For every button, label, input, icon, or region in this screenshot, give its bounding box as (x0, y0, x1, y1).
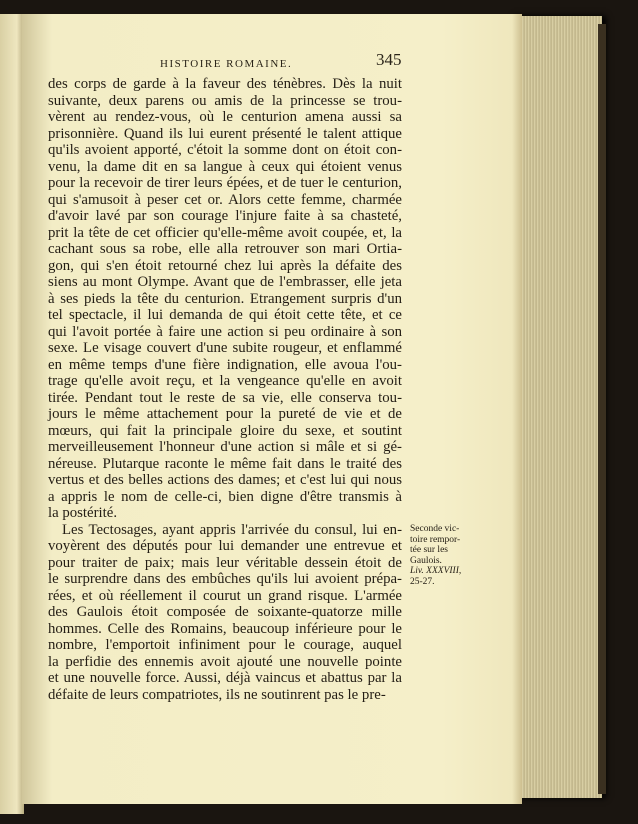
text-line: venu, la dame dit en sa langue à ceux qui étoient venus (48, 158, 402, 175)
text-line: tirée. Pendant tout le reste de sa vie, elle conserva tou- (48, 389, 402, 406)
text-line: défaite de leurs compatriotes, ils ne soutinrent pas le pre- (48, 686, 386, 703)
text-line: gon, qui s'en étoit retourné chez lui après la défaite des (48, 257, 402, 274)
text-line: d'avoir lavé par son courage l'injure faite à sa chasteté, (48, 208, 402, 224)
text-line: voyèrent des députés pour lui demander une entrevue et (48, 538, 402, 554)
text-line: à ses pieds la tête du centurion. Etrangement surpris d'un (48, 290, 402, 307)
text-line: pour traiter de paix; mais leur véritable dessein étoit de (48, 554, 402, 571)
text-line: trage qu'elle avoit reçu, et la vengeance qu'elle en avoit (48, 373, 402, 389)
text-line: cachant sous sa robe, elle alla retrouver son mari Ortia- (48, 241, 402, 257)
marginal-note-line: 25-27. (410, 576, 435, 587)
text-line: suivante, deux parens ou amis de la princesse se trou- (48, 92, 402, 109)
text-line: le surprendre dans des embûches qu'ils lui avoient prépa- (48, 571, 402, 587)
text-line: a appris le nom de celle-ci, bien digne d'être transmis à (48, 488, 402, 505)
text-line: pour la recevoir de tirer leurs épées, et de tuer le centurion, (48, 175, 402, 191)
facing-page-edge (0, 14, 24, 814)
text-line: en même temps d'une fière indignation, elle avoua l'ou- (48, 356, 402, 373)
marginal-note-line: Liv. XXXVIII, (410, 566, 462, 576)
text-line: jours le même attachement pour la pureté de vie et de (48, 406, 402, 422)
text-line: qui l'avoit portée à faire une action si peu ordinaire à son (48, 323, 402, 340)
text-line: hommes. Celle des Romains, beaucoup inférieure pour le (48, 620, 402, 637)
text-line: néreuse. Plutarque raconte le même fait dans le traité des (48, 455, 402, 472)
text-line: Les Tectosages, ayant appris l'arrivée du consul, lui en- (62, 521, 402, 538)
text-line: prisonnière. Quand ils lui eurent présenté le talent attique (48, 125, 402, 142)
text-line: la postérité. (48, 505, 118, 521)
text-line: qu'ils avoient apporté, c'étoit la somme dont on étoit con- (48, 142, 402, 158)
book-cover-edge (598, 24, 606, 794)
marginal-note-line: Seconde vic- (410, 524, 460, 534)
text-line: qui s'amusoit à peser cet or. Alors cette femme, charmée (48, 191, 402, 208)
text-line: des Gaulois étoit composée de soixante-quatorze mille (48, 604, 402, 620)
text-line: vertus et des belles actions des dames; et c'est lui qui nous (48, 472, 402, 488)
text-line: tel spectacle, il lui demanda de qui étoit cette tête, et ce (48, 307, 402, 323)
text-line: vèrent au rendez-vous, où le centurion amena aussi sa (48, 109, 402, 125)
text-line: siens au mont Olympe. Avant que de l'embrasser, elle jeta (48, 274, 402, 290)
marginal-note-line: Gaulois. (410, 555, 442, 566)
text-line: prit la tête de cet officier qu'elle-même avoit coupée, et, la (48, 224, 402, 241)
text-line: nombre, l'emportoit infiniment pour le courage, auquel (48, 637, 402, 653)
marginal-note-line: toire rempor- (410, 534, 461, 545)
page-stack-edges (510, 16, 602, 798)
text-line: merveilleusement l'honneur d'une action si mâle et si gé- (48, 439, 402, 455)
text-line: sexe. Le visage couvert d'une subite rougeur, et enflammé (48, 340, 402, 356)
body-text (48, 76, 402, 703)
text-line: rées, et où réellement il courut un grand risque. L'armée (48, 587, 402, 604)
marginal-note-line: tée sur les (410, 545, 448, 555)
text-line: des corps de garde à la faveur des ténèbres. Dès la nuit (48, 76, 402, 92)
marginal-note (410, 524, 480, 587)
text-line: la perfidie des ennemis avoit ajouté une nouvelle pointe (48, 653, 402, 670)
page-number: 345 (376, 50, 402, 69)
text-line: mœurs, qui fait la principale gloire du sexe, et soutint (48, 422, 402, 439)
running-title: HISTOIRE ROMAINE. (160, 58, 293, 70)
text-line: et une nouvelle force. Aussi, déjà vaincus et abattus par la (48, 670, 402, 686)
